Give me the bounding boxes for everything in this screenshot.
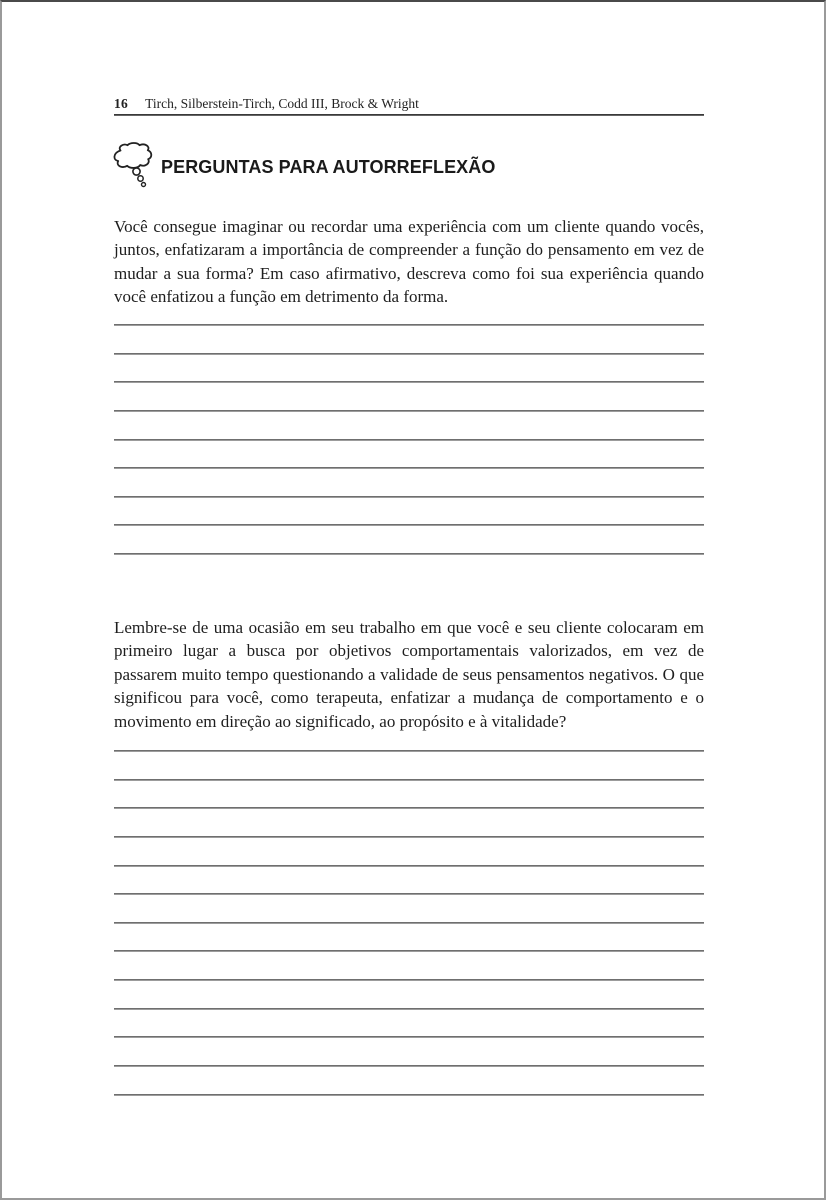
prompt-paragraph-1: Você consegue imaginar ou recordar uma experiência com um cliente quando vocês, juntos, enfatizaram a importância de compreender a função do pensamento em vez de mudar a sua forma? Em caso afirmativo, descreva como foi sua experiência quando você enfatizou a função em detrimento da forma. — [114, 217, 704, 307]
answer-line — [114, 1094, 704, 1096]
answer-lines-section-2 — [114, 750, 704, 1096]
answer-line — [114, 1036, 704, 1038]
running-head — [114, 95, 704, 112]
answer-lines-section-1 — [114, 324, 704, 555]
answer-line — [114, 836, 704, 838]
answer-line — [114, 439, 704, 441]
answer-line — [114, 1065, 704, 1067]
answer-line — [114, 467, 704, 469]
answer-line — [114, 865, 704, 867]
answer-line — [114, 750, 704, 752]
answer-line — [114, 779, 704, 781]
thought-bubble-icon — [110, 142, 154, 190]
answer-line — [114, 553, 704, 555]
header-rule — [114, 114, 704, 116]
answer-line — [114, 950, 704, 952]
answer-line — [114, 893, 704, 895]
answer-line — [114, 381, 704, 383]
section-heading — [110, 142, 495, 190]
running-title: Tirch, Silberstein-Tirch, Codd III, Brock & Wright — [145, 96, 419, 111]
answer-line — [114, 807, 704, 809]
page-number: 16 — [114, 96, 129, 111]
prompt-paragraph-2: Lembre-se de uma ocasião em seu trabalho em que você e seu cliente colocaram em primeiro lugar a busca por objetivos comportamentais valorizados, em vez de passarem muito tempo questionando a validade de seus pensamentos negativos. O que significou para você, como terapeuta, enfatizar a mudança de comportamento e o movimento em direção ao significado, ao propósito e à vitalidade? — [114, 618, 704, 731]
section-title: PERGUNTAS PARA AUTORREFLEXÃO — [161, 156, 496, 177]
answer-line — [114, 353, 704, 355]
answer-line — [114, 922, 704, 924]
answer-line — [114, 496, 704, 498]
answer-line — [114, 1008, 704, 1010]
answer-line — [114, 524, 704, 526]
answer-line — [114, 410, 704, 412]
answer-line — [114, 979, 704, 981]
answer-line — [114, 324, 704, 326]
